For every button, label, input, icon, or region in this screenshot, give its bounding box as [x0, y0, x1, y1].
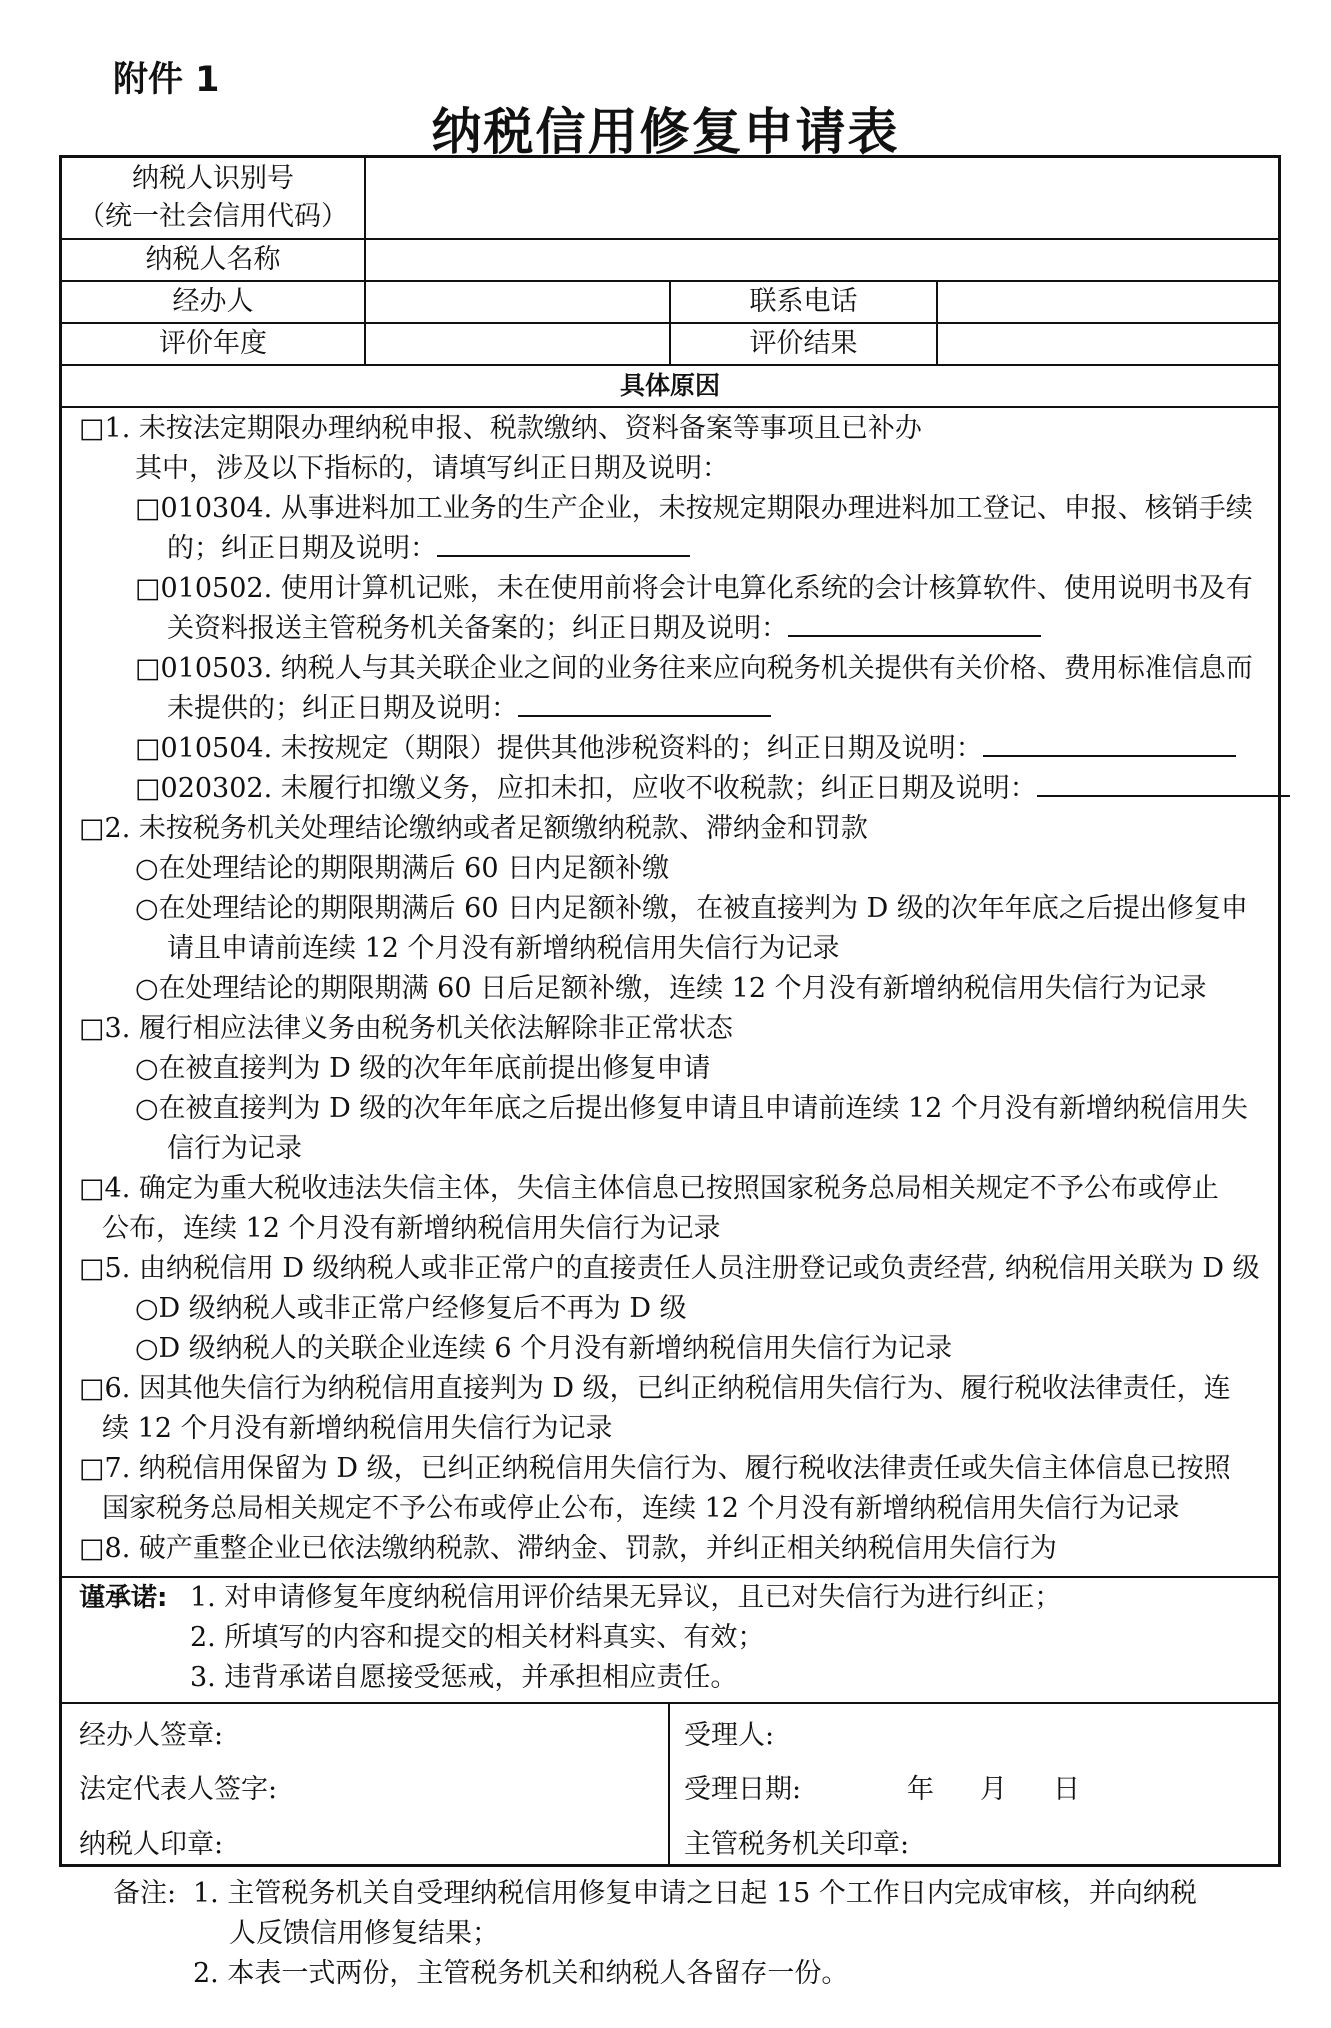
promise-1: 1. 对申请修复年度纳税信用评价结果无异议，且已对失信行为进行纠正；: [190, 1582, 1062, 1613]
reasons-heading: 具体原因: [619, 371, 720, 400]
legal-rep-signature[interactable]: 法定代表人签字:: [79, 1774, 278, 1805]
correction-blank[interactable]: [437, 529, 690, 557]
receiver-field[interactable]: 受理人:: [684, 1720, 775, 1751]
year-field[interactable]: [366, 324, 669, 364]
result-field[interactable]: [938, 324, 1278, 364]
promise-3: 3. 违背承诺自愿接受惩戒，并承担相应责任。: [190, 1662, 738, 1693]
reason-7-cont: 国家税务总局相关规定不予公布或停止公布，连续 12 个月没有新增纳税信用失信行为记录: [102, 1493, 1180, 1524]
receive-date-field[interactable]: 受理日期:: [684, 1774, 802, 1805]
result-label: 评价结果: [749, 328, 858, 359]
item-text[interactable]: □020302. 未履行扣缴义务，应扣未扣，应收不收税款；纠正日期及说明：: [135, 773, 1037, 804]
item-text[interactable]: □010504. 未按规定（期限）提供其他涉税资料的；纠正日期及说明：: [135, 733, 983, 764]
reason-5[interactable]: □5. 由纳税信用 D 级纳税人或非正常户的直接责任人员注册登记或负责经营, 纳税信用关联为 D 级: [79, 1253, 1260, 1284]
reason-1-item-010503[interactable]: □010503. 纳税人与其关联企业之间的业务往来应向税务机关提供有关价格、费用标准信息而: [135, 653, 1253, 684]
form-title: 纳税信用修复申请表: [431, 103, 900, 161]
authority-seal[interactable]: 主管税务机关印章:: [684, 1829, 910, 1860]
reason-3-option-b-cont: 信行为记录: [167, 1133, 302, 1164]
taxpayer-name-field[interactable]: [366, 240, 1278, 280]
reason-7[interactable]: □7. 纳税信用保留为 D 级，已纠正纳税信用失信行为、履行税收法律责任或失信主体信息已按照: [79, 1453, 1231, 1484]
item-text: 关资料报送主管税务机关备案的；纠正日期及说明：: [167, 613, 788, 644]
reason-1-item-010503-cont: [167, 689, 771, 729]
col-divider: [668, 1702, 670, 1864]
reason-1-item-020302: [135, 769, 1290, 809]
reason-1-item-010504: [135, 729, 1236, 769]
reason-8[interactable]: □8. 破产重整企业已依法缴纳税款、滞纳金、罚款，并纠正相关纳税信用失信行为: [79, 1533, 1057, 1564]
reason-3-option-b[interactable]: ○在被直接判为 D 级的次年年底之后提出修复申请且申请前连续 12 个月没有新增纳税信用失: [135, 1093, 1248, 1124]
attachment-label: 附件 1: [113, 60, 220, 100]
reason-6-cont: 续 12 个月没有新增纳税信用失信行为记录: [102, 1413, 613, 1444]
promise-2: 2. 所填写的内容和提交的相关材料真实、有效；: [190, 1622, 765, 1653]
reason-3-option-a[interactable]: ○在被直接判为 D 级的次年年底前提出修复申请: [135, 1053, 711, 1084]
reason-4-cont: 公布，连续 12 个月没有新增纳税信用失信行为记录: [102, 1213, 721, 1244]
taxpayer-id-field[interactable]: [366, 158, 1278, 238]
correction-blank[interactable]: [983, 729, 1236, 757]
note-2: 2. 本表一式两份，主管税务机关和纳税人各留存一份。: [193, 1958, 849, 1989]
reason-1-item-010502-cont: [167, 609, 1041, 649]
reason-5-option-b[interactable]: ○D 级纳税人的关联企业连续 6 个月没有新增纳税信用失信行为记录: [135, 1333, 953, 1364]
reason-5-option-a[interactable]: ○D 级纳税人或非正常户经修复后不再为 D 级: [135, 1293, 687, 1324]
taxpayer-id-label-line2: （统一社会信用代码）: [78, 201, 348, 232]
correction-blank[interactable]: [518, 689, 771, 717]
handler-field[interactable]: [366, 282, 669, 322]
reason-2-option-a[interactable]: ○在处理结论的期限期满后 60 日内足额补缴: [135, 853, 670, 884]
item-text: 未提供的；纠正日期及说明：: [167, 693, 518, 724]
receive-date-year: 年: [907, 1774, 934, 1805]
reason-1-item-010304[interactable]: □010304. 从事进料加工业务的生产企业，未按规定期限办理进料加工登记、申报、核销手续: [135, 493, 1253, 524]
notes-label: 备注:: [113, 1878, 177, 1909]
phone-field[interactable]: [938, 282, 1278, 322]
taxpayer-id-label: [62, 158, 364, 238]
reason-2[interactable]: □2. 未按税务机关处理结论缴纳或者足额缴纳税款、滞纳金和罚款: [79, 813, 868, 844]
reason-2-option-c[interactable]: ○在处理结论的期限期满 60 日后足额补缴，连续 12 个月没有新增纳税信用失信行为记录: [135, 973, 1207, 1004]
phone-label: 联系电话: [749, 286, 858, 317]
receive-date-day: 日: [1053, 1774, 1080, 1805]
reason-4[interactable]: □4. 确定为重大税收违法失信主体，失信主体信息已按照国家税务总局相关规定不予公布或停止: [79, 1173, 1219, 1204]
reason-1-item-010304-cont: [167, 529, 690, 569]
taxpayer-id-label-line1: 纳税人识别号: [132, 163, 294, 194]
reason-1[interactable]: □1. 未按法定期限办理纳税申报、税款缴纳、资料备案等事项且已补办: [79, 413, 922, 444]
reason-1-note: 其中，涉及以下指标的，请填写纠正日期及说明：: [135, 453, 729, 484]
application-form: [59, 155, 1281, 1867]
reason-1-item-010502[interactable]: □010502. 使用计算机记账，未在使用前将会计电算化系统的会计核算软件、使用说明书及有: [135, 573, 1253, 604]
receive-date-month: 月: [980, 1774, 1007, 1805]
taxpayer-name-label: 纳税人名称: [145, 244, 281, 275]
row-divider: [62, 406, 1278, 408]
reason-6[interactable]: □6. 因其他失信行为纳税信用直接判为 D 级，已纠正纳税信用失信行为、履行税收法律责任，连: [79, 1373, 1231, 1404]
handler-signature[interactable]: 经办人签章:: [79, 1720, 224, 1751]
correction-blank[interactable]: [788, 609, 1041, 637]
taxpayer-seal[interactable]: 纳税人印章:: [79, 1829, 224, 1860]
note-1: 1. 主管税务机关自受理纳税信用修复申请之日起 15 个工作日内完成审核，并向纳税: [193, 1878, 1197, 1909]
handler-label: 经办人: [172, 286, 254, 317]
year-label: 评价年度: [159, 328, 267, 359]
correction-blank[interactable]: [1037, 769, 1290, 797]
reason-2-option-b-cont: 请且申请前连续 12 个月没有新增纳税信用失信行为记录: [167, 933, 840, 964]
reason-3[interactable]: □3. 履行相应法律义务由税务机关依法解除非正常状态: [79, 1013, 733, 1044]
reason-2-option-b[interactable]: ○在处理结论的期限期满后 60 日内足额补缴，在被直接判为 D 级的次年年底之后提出修复申: [135, 893, 1248, 924]
row-divider: [62, 1702, 1278, 1704]
promise-label: 谨承诺:: [79, 1583, 168, 1613]
item-text: 的；纠正日期及说明：: [167, 533, 437, 564]
note-1-cont: 人反馈信用修复结果；: [229, 1918, 499, 1949]
